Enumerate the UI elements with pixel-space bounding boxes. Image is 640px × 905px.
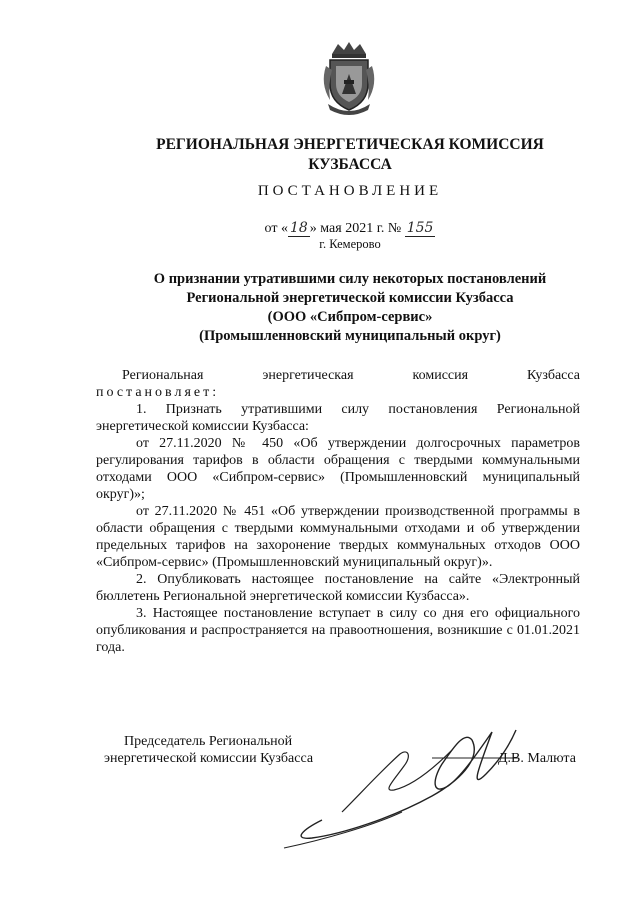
signatory-name: Д.В. Малюта xyxy=(498,751,576,766)
organization-title xyxy=(90,135,610,175)
city: г. Кемерово xyxy=(319,237,381,251)
date-number-line xyxy=(90,220,610,237)
intro-line xyxy=(96,367,580,384)
subject-line1: О признании утратившими силу некоторых постановлений xyxy=(153,271,547,287)
document-type: ПОСТАНОВЛЕНИЕ xyxy=(257,183,443,199)
date-prefix: от « xyxy=(264,221,288,236)
paragraph-1a: от 27.11.2020 № 450 «Об утверждении долгосрочных параметров регулирования тарифов в области обращения с твердыми коммунальными отходами ООО «Сибпром-сервис» (Промышленновский муниципальный округ)»; xyxy=(96,436,580,502)
kuzbass-coat-of-arms-icon xyxy=(318,40,380,118)
intro-line2: постановляет: xyxy=(96,385,220,400)
document-subject xyxy=(100,270,600,346)
subject-line4: (Промышленновский муниципальный округ) xyxy=(199,328,501,344)
subject-line2: Региональной энергетической комиссии Кузбасса xyxy=(186,290,514,306)
paragraph-1: 1. Признать утратившими силу постановления Региональной энергетической комиссии Кузбасса: xyxy=(96,402,580,434)
paragraph-3: 3. Настоящее постановление вступает в силу со дня его официального опубликования и распространяется на правоотношения, возникшие с 01.01.2021 года. xyxy=(96,606,580,655)
organization-title-line2: КУЗБАССА xyxy=(308,156,392,173)
subject-line3: (ООО «Сибпром-сервис» xyxy=(267,309,433,325)
intro-word: энергетическая xyxy=(262,368,354,383)
date-day-handwritten: 18 xyxy=(289,220,308,236)
intro-word: Кузбасса xyxy=(527,368,580,383)
document-number-handwritten: 155 xyxy=(406,220,434,236)
organization-title-line1: РЕГИОНАЛЬНАЯ ЭНЕРГЕТИЧЕСКАЯ КОМИССИЯ xyxy=(156,136,544,153)
paragraph-1b: от 27.11.2020 № 451 «Об утверждении производственной программы в области обращения с твердыми коммунальными отходами и об утверждении предельных тарифов на захоронение твердых коммунальных отходов ООО «Сибпром-сервис» (Промышленновский муниципальный округ)». xyxy=(96,504,580,570)
intro-word: комиссия xyxy=(412,368,469,383)
handwritten-signature xyxy=(282,700,522,850)
signatory-position-line1: Председатель Региональной xyxy=(124,734,293,749)
document-body xyxy=(96,367,580,656)
paragraph-2: 2. Опубликовать настоящее постановление на сайте «Электронный бюллетень Региональной энергетической комиссии Кузбасса». xyxy=(96,572,580,604)
intro-word: Региональная xyxy=(122,368,204,383)
signatory-position-line2: энергетической комиссии Кузбасса xyxy=(104,751,314,766)
date-middle: » мая 2021 г. № xyxy=(309,221,402,236)
